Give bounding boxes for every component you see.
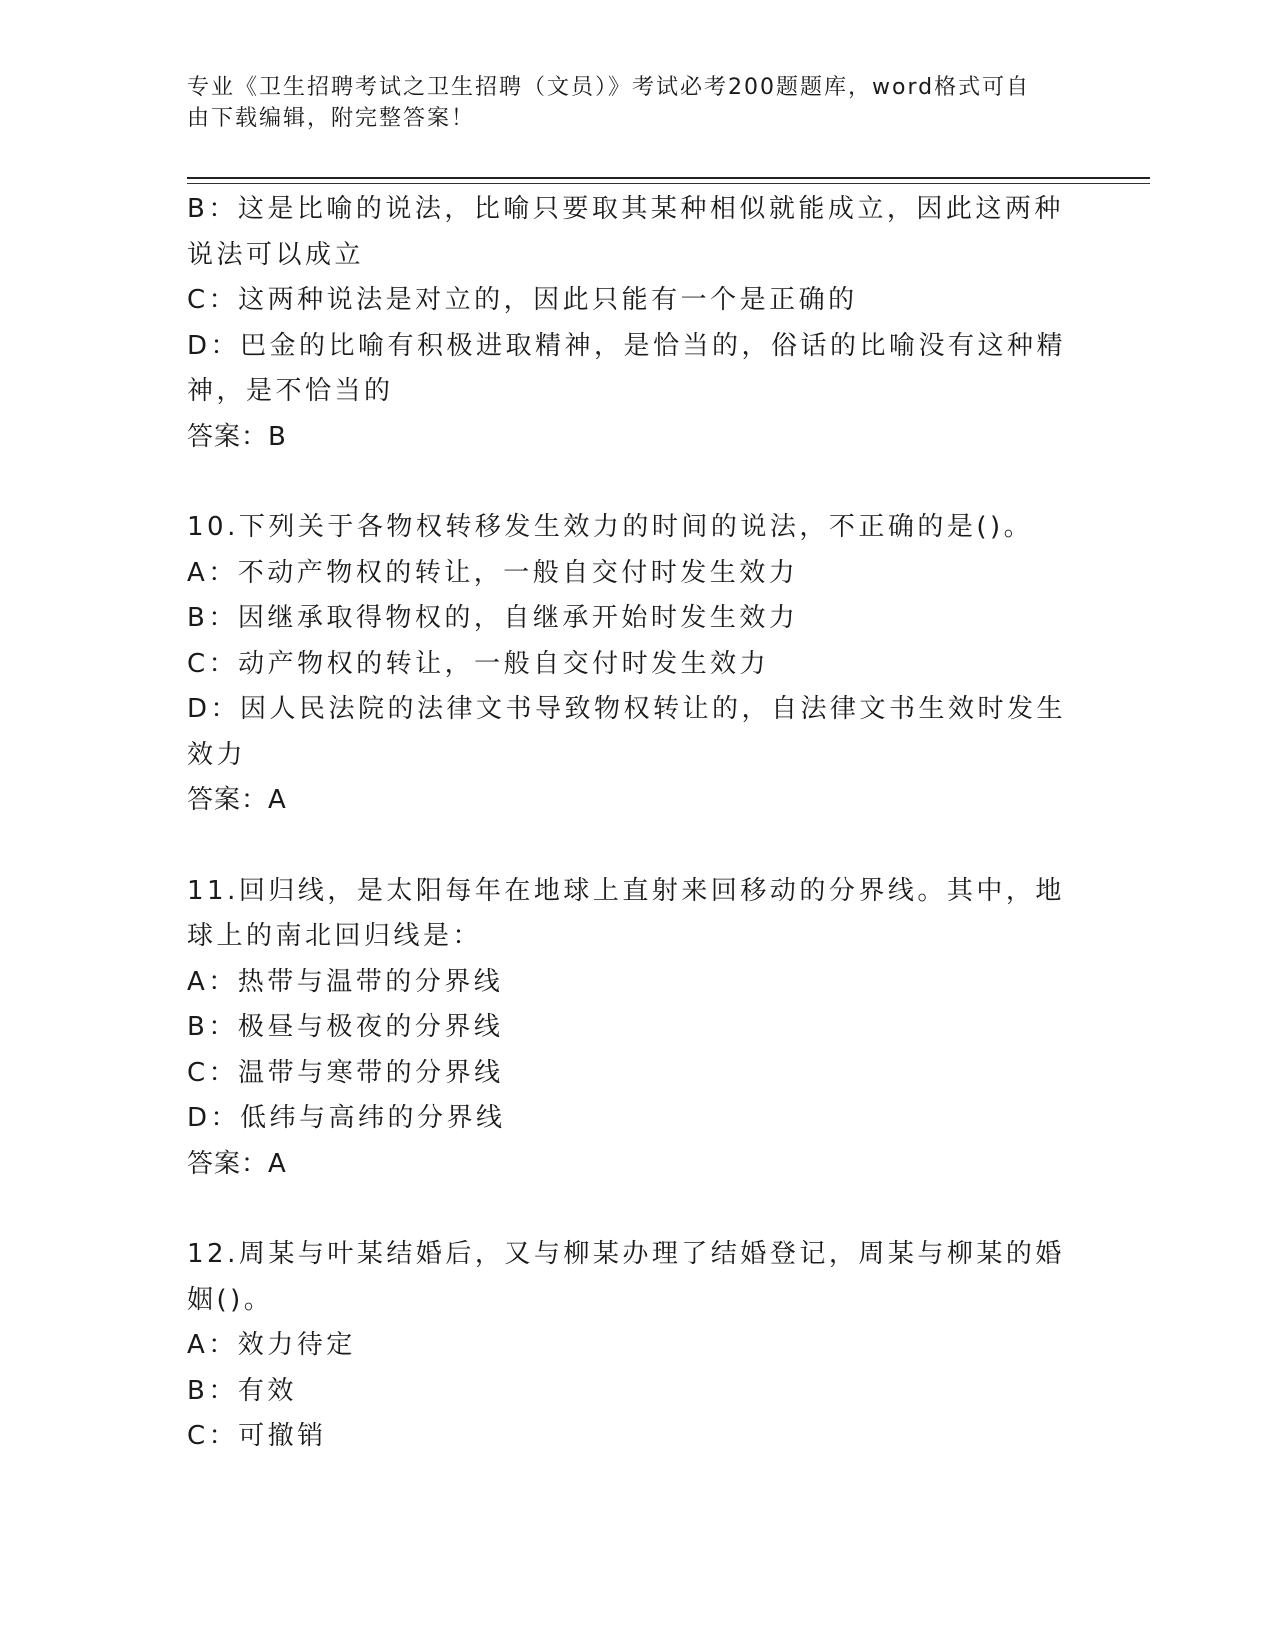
- page-header: [187, 72, 1067, 134]
- question-12-stem: 12.周某与叶某结婚后，又与柳某办理了结婚登记，周某与柳某的婚姻()。: [187, 1239, 1065, 1315]
- header-line-2: 由下载编辑，附完整答案！: [187, 106, 476, 131]
- question-9-option-c: C：这两种说法是对立的，因此只能有一个是正确的: [187, 285, 858, 315]
- question-11-option-b: B：极昼与极夜的分界线: [187, 1012, 504, 1042]
- question-11-option-a: A：热带与温带的分界线: [187, 966, 504, 997]
- question-12-option-a: A：效力待定: [187, 1330, 356, 1360]
- question-12-option-c: C：可撤销: [187, 1421, 327, 1451]
- question-12-block: [187, 1232, 1067, 1460]
- question-11-option-c: C：温带与寒带的分界线: [187, 1057, 504, 1088]
- question-11-block: [187, 869, 1067, 1188]
- question-content: [187, 187, 1067, 1460]
- header-rule-thick: [187, 177, 1150, 179]
- question-10-block: [187, 505, 1067, 824]
- question-10-stem: 10.下列关于各物权转移发生效力的时间的说法，不正确的是()。: [187, 512, 1034, 542]
- question-10-option-a: A：不动产物权的转让，一般自交付时发生效力: [187, 557, 799, 588]
- header-rule-thin: [187, 183, 1150, 184]
- question-11-stem: 11.回归线，是太阳每年在地球上直射来回移动的分界线。其中，地球上的南北回归线是：: [187, 875, 1065, 951]
- question-10-option-d: D：因人民法院的法律文书导致物权转让的，自法律文书生效时发生效力: [187, 694, 1067, 770]
- question-9-option-d: D：巴金的比喻有积极进取精神，是恰当的，俗话的比喻没有这种精神，是不恰当的: [187, 330, 1067, 406]
- question-11-option-d: D：低纬与高纬的分界线: [187, 1103, 506, 1133]
- question-12-option-b: B：有效: [187, 1375, 297, 1406]
- question-11-answer: 答案：A: [187, 1148, 287, 1179]
- question-9-option-b: B：这是比喻的说法，比喻只要取其某种相似就能成立，因此这两种说法可以成立: [187, 194, 1064, 270]
- question-10-option-b: B：因继承取得物权的，自继承开始时发生效力: [187, 603, 799, 633]
- question-10-option-c: C：动产物权的转让，一般自交付时发生效力: [187, 648, 770, 679]
- question-9-answer: 答案：B: [187, 421, 287, 452]
- question-9-block: [187, 187, 1067, 460]
- question-10-answer: 答案：A: [187, 785, 287, 815]
- header-line-1: 专业《卫生招聘考试之卫生招聘（文员）》考试必考200题题库，word格式可自: [187, 75, 1031, 100]
